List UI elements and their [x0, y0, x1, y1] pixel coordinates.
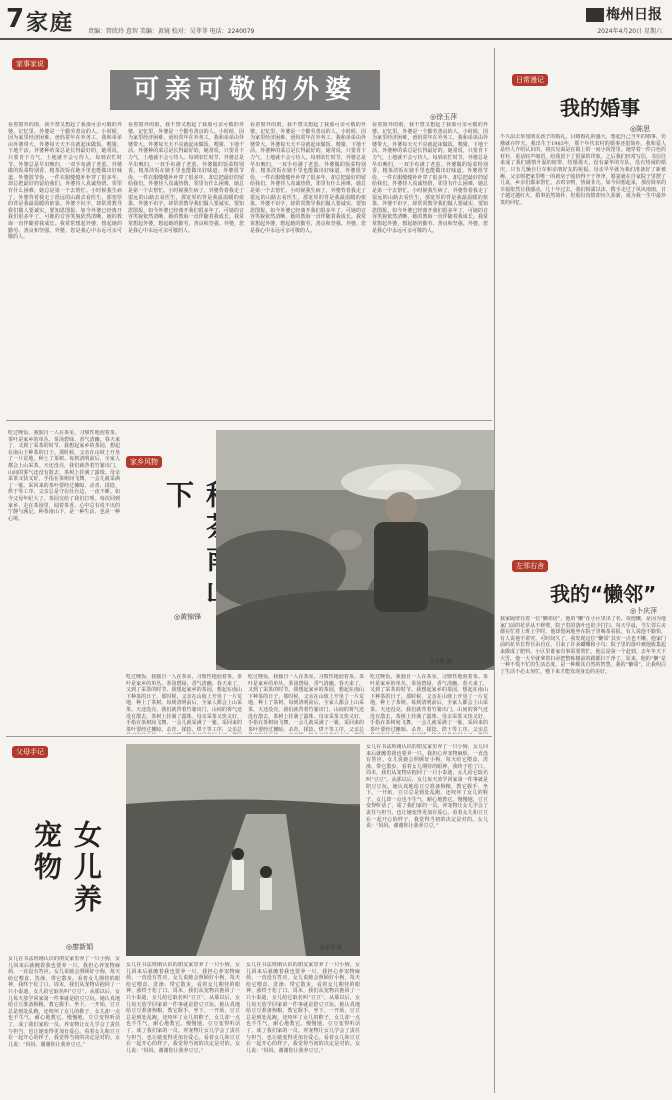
article-body-col-right: 女儿在书法班刚认识的朋友家里养了一只小狗，女儿回来后就缠着我也要养一只。我担心养宠物麻烦，一直没有答应。女儿说她会照顾好小狗，每天给它喂食、洗澡、带它散步。看着女儿期待的眼神，我终于松了口。周末，我们从宠物店抱回了一只小泰迪，女儿给它取名叫“豆豆”。从那以后，女儿每天放学回家第一件事就是陪豆豆玩。她认真地给豆豆准备狗粮，教它握手、坐下。一开始，豆豆总是到处乱跑，还咬坏了女儿的鞋子，女儿却一点也不生气，耐心地教它。慢慢地，豆豆变得听话了，成了我们家的一员。养宠物让女儿学会了责任与担当，也让她变得更加有爱心。看着女儿和豆豆在一起开心的样子，我觉得当初的决定是对的。女儿说：“妈妈，谢谢你让我养豆豆。” [366, 744, 488, 830]
column-tag: 家乡风物 [126, 456, 162, 468]
article-title: 我的婚事 [560, 96, 640, 120]
article-title: 下 [162, 480, 195, 512]
column-tag: 父母手记 [12, 746, 48, 758]
article-body-cont3: 吃过晚饭，我独自一人在茶室，习惯性地泡着茶。茶叶是家乡的单丛，茶汤碧绿，香气清幽。春天来了，又到了采茶的时节。我想起家乡的茶园，想起在南山下种茶的日子。那时候，父亲在山坡上开垦了一片荒地，种上了茶树。每到清明前后，全家人都会上山采茶。天还没亮，我们就背着竹篓出门，山间的雾气还没有散去，茶树上挂满了露珠。母亲采茶又快又好，手指在茶树间飞舞，一会儿就采满了一篓。采回来的茶叶要经过摊晾、杀青、揉捻、烘干等工序，父亲总 [370, 674, 488, 733]
girls-walking-photo [126, 744, 360, 956]
article-author: ◎廖新娟 [66, 943, 94, 951]
article-title: 可亲可敬的外婆 [110, 70, 380, 110]
article-body-col1: 女儿在书法班刚认识的朋友家里养了一只小狗，女儿回来后就缠着我也要养一只。我担心养宠物麻烦，一直没有答应。女儿说她会照顾好小狗，每天给它喂食、洗澡、带它散步。看着女儿期待的眼神，我终于松了口。周末，我们从宠物店抱回了一只小泰迪，女儿给它取名叫“豆豆”。从那以后，女儿每天放学回家第一件事就是陪豆豆玩。她认真地给豆豆准备狗粮，教它握手、坐下。一开始，豆豆总是到处乱跑，还咬坏了女儿的鞋子，女儿却一点也不生气，耐心地教它。慢慢地，豆豆变得听话了，成了我们家的一员。养宠物让女儿学会了责任与担当，也让她变得更加有爱心。看着女儿和豆豆在一起开心的样子，我觉得当初的决定是对的。女儿说：“妈妈，谢谢你让我养豆豆。” [8, 956, 120, 1048]
article-body-cont2: 吃过晚饭，我独自一人在茶室，习惯性地泡着茶。茶叶是家乡的单丛，茶汤碧绿，香气清幽。春天来了，又到了采茶的时节。我想起家乡的茶园，想起在南山下种茶的日子。那时候，父亲在山坡上开垦了一片荒地，种上了茶树。每到清明前后，全家人都会上山采茶。天还没亮，我们就背着竹篓出门，山间的雾气还没有散去，茶树上挂满了露珠。母亲采茶又快又好，手指在茶树间飞舞，一会儿就采满了一篓。采回来的茶叶要经过摊晾、杀青、揉捻、烘干等工序，父亲总 [248, 674, 364, 733]
photo-caption: 张晶琴 摄 [320, 945, 342, 951]
section-divider [6, 420, 492, 421]
column-tag: 日常漫记 [512, 74, 548, 86]
article-body: 吃过晚饭，我独自一人在茶室，习惯性地泡着茶。茶叶是家乡的单丛，茶汤碧绿，香气清幽。春天来了，又到了采茶的时节。我想起家乡的茶园，想起在南山下种茶的日子。那时候，父亲在山坡上开垦了一片荒地，种上了茶树。每到清明前后，全家人都会上山采茶。天还没亮，我们就背着竹篓出门，山间的雾气还没有散去，茶树上挂满了露珠。母亲采茶又快又好，手指在茶树间飞舞，一会儿就采满了一篓。采回来的茶叶要经过摊晾、杀青、揉捻、烘干等工序，父亲总是守在灶台边，一夜不睡。如今父母年纪大了，茶园交给了我们打理。每次回到家乡，走在茶园里，闻着茶香，心中总有说不出的宁静与满足。种茶南山下，是一种生活，也是一种心境。 [8, 430, 120, 522]
column-divider [494, 48, 495, 1093]
section-name: 家庭 [26, 11, 75, 36]
masthead [586, 4, 662, 24]
page-number: 7 [6, 4, 25, 34]
article-body-col2: 看着窗外的雨，我不禁又想起了我那可亲可敬的外婆。记忆里，外婆是一个勤劳善良的人。小时候，因为家里经济困难，爸妈常年在外务工，我和弟弟由外婆带大。外婆每天天不亮就起床做饭、喂猪、下地干活。外婆种的菜总是长得最好的，她常说，只要肯下力气，土地就不会亏待人。每到农忙时节，外婆总是早出晚归，一双手布满了老茧。外婆做的饭菜特别香，粗茶淡饭在她手里也能做出好味道。外婆很节俭，一件衣服缝缝补补穿了很多年，却总把最好的留给我们。外婆待人真诚热情，邻里有什么困难，她总是第一个去帮忙。小时候我生病了，外婆背着我走了很远的山路去看医生，那宽厚的背是我最温暖的依靠。外婆不识字，却常常教导我们做人要诚实、要知恩图报。如今外婆已经离开我们很多年了，可她的音容笑貌依然清晰，她的教诲一直伴随着我成长。我常常想起外婆，想起她的勤劳、善良和坚强。外婆，您是我心中永远可亲可敬的人。 [128, 122, 244, 234]
tea-picker-photo [216, 430, 494, 670]
article-author: ◎徐玉萍 [430, 113, 458, 121]
article-title: 女儿养宠物 [30, 820, 103, 916]
article-author: ◎卜庆萍 [630, 607, 658, 615]
section-divider [6, 736, 492, 737]
article-author: ◎黄锦锋 [174, 613, 202, 621]
dateline: 2024年4月20日 星期六 [597, 28, 662, 35]
article-body-col4: 看着窗外的雨，我不禁又想起了我那可亲可敬的外婆。记忆里，外婆是一个勤劳善良的人。小时候，因为家里经济困难，爸妈常年在外务工，我和弟弟由外婆带大。外婆每天天不亮就起床做饭、喂猪、下地干活。外婆种的菜总是长得最好的，她常说，只要肯下力气，土地就不会亏待人。每到农忙时节，外婆总是早出晚归，一双手布满了老茧。外婆做的饭菜特别香，粗茶淡饭在她手里也能做出好味道。外婆很节俭，一件衣服缝缝补补穿了很多年，却总把最好的留给我们。外婆待人真诚热情，邻里有什么困难，她总是第一个去帮忙。小时候我生病了，外婆背着我走了很远的山路去看医生，那宽厚的背是我最温暖的依靠。外婆不识字，却常常教导我们做人要诚实、要知恩图报。如今外婆已经离开我们很多年了，可她的音容笑貌依然清晰，她的教诲一直伴随着我成长。我常常想起外婆，想起她的勤劳、善良和坚强。外婆，您是我心中永远可亲可敬的人。 [372, 122, 488, 234]
article-body-cont1: 吃过晚饭，我独自一人在茶室，习惯性地泡着茶。茶叶是家乡的单丛，茶汤碧绿，香气清幽。春天来了，又到了采茶的时节。我想起家乡的茶园，想起在南山下种茶的日子。那时候，父亲在山坡上开垦了一片荒地，种上了茶树。每到清明前后，全家人都会上山采茶。天还没亮，我们就背着竹篓出门，山间的雾气还没有散去，茶树上挂满了露珠。母亲采茶又快又好，手指在茶树间飞舞，一会儿就采满了一篓。采回来的茶叶要经过摊晾、杀青、揉捻、烘干等工序，父亲总 [126, 674, 242, 733]
article-body-col3: 看着窗外的雨，我不禁又想起了我那可亲可敬的外婆。记忆里，外婆是一个勤劳善良的人。小时候，因为家里经济困难，爸妈常年在外务工，我和弟弟由外婆带大。外婆每天天不亮就起床做饭、喂猪、下地干活。外婆种的菜总是长得最好的，她常说，只要肯下力气，土地就不会亏待人。每到农忙时节，外婆总是早出晚归，一双手布满了老茧。外婆做的饭菜特别香，粗茶淡饭在她手里也能做出好味道。外婆很节俭，一件衣服缝缝补补穿了很多年，却总把最好的留给我们。外婆待人真诚热情，邻里有什么困难，她总是第一个去帮忙。小时候我生病了，外婆背着我走了很远的山路去看医生，那宽厚的背是我最温暖的依靠。外婆不识字，却常常教导我们做人要诚实、要知恩图报。如今外婆已经离开我们很多年了，可她的音容笑貌依然清晰，她的教诲一直伴随着我成长。我常常想起外婆，想起她的勤劳、善良和坚强。外婆，您是我心中永远可亲可敬的人。 [250, 122, 366, 234]
article-body: 不久前去参加朋友孩子的婚礼，目睹婚礼的盛大，想起自己当年的婚事，仿佛就在昨天。我出生于1983年，那个年代农村的婚事还很简朴。我和爱人是经人介绍认识的，初次见面是在镇上的一间小饭馆里。她穿着一件白色的衬衫，说话轻声细语，给我留下了很深的印象。之后我们经常写信，书信往来成了我们感情升温的纽带。结婚那天，没有豪华的车队，没有热闹的婚庆，只有几辆自行车和亲朋好友的祝福。母亲早早就为我们准备好了新被褥，父亲则把家里唯一的新房子收拾得干干净净。婚宴就在自家院子里摆了几桌，乡亲们都来帮忙，杀鸡宰鸭，热闹非凡。如今回想起来，那份简单的幸福依然让我感动。几十年过去，我们相濡以沫，携手走过了风风雨雨，日子越过越红火。婚事虽然简朴，但那份真情却历久弥新，成为我一生中最珍贵的回忆。 [500, 134, 666, 206]
article-title: 我的“懒邻” [550, 582, 657, 606]
column-tag: 家事家说 [12, 58, 48, 70]
article-body-col2: 女儿在书法班刚认识的朋友家里养了一只小狗，女儿回来后就缠着我也要养一只。我担心养宠物麻烦，一直没有答应。女儿说她会照顾好小狗，每天给它喂食、洗澡、带它散步。看着女儿期待的眼神，我终于松了口。周末，我们从宠物店抱回了一只小泰迪，女儿给它取名叫“豆豆”。从那以后，女儿每天放学回家第一件事就是陪豆豆玩。她认真地给豆豆准备狗粮，教它握手、坐下。一开始，豆豆总是到处乱跑，还咬坏了女儿的鞋子，女儿却一点也不生气，耐心地教它。慢慢地，豆豆变得听话了，成了我们家的一员。养宠物让女儿学会了责任与担当，也让她变得更加有爱心。看着女儿和豆豆在一起开心的样子，我觉得当初的决定是对的。女儿说：“妈妈，谢谢你让我养豆豆。” [126, 962, 240, 1054]
article-author: ◎陈思 [630, 125, 651, 133]
photo-caption: 张志明 摄 [430, 659, 452, 665]
article-body-col1: 看着窗外的雨，我不禁又想起了我那可亲可敬的外婆。记忆里，外婆是一个勤劳善良的人。小时候，因为家里经济困难，爸妈常年在外务工，我和弟弟由外婆带大。外婆每天天不亮就起床做饭、喂猪、下地干活。外婆种的菜总是长得最好的，她常说，只要肯下力气，土地就不会亏待人。每到农忙时节，外婆总是早出晚归，一双手布满了老茧。外婆做的饭菜特别香，粗茶淡饭在她手里也能做出好味道。外婆很节俭，一件衣服缝缝补补穿了很多年，却总把最好的留给我们。外婆待人真诚热情，邻里有什么困难，她总是第一个去帮忙。小时候我生病了，外婆背着我走了很远的山路去看医生，那宽厚的背是我最温暖的依靠。外婆不识字，却常常教导我们做人要诚实、要知恩图报。如今外婆已经离开我们很多年了，可她的音容笑貌依然清晰，她的教诲一直伴随着我成长。我常常想起外婆，想起她的勤劳、善良和坚强。外婆，您是我心中永远可亲可敬的人。 [8, 122, 122, 241]
article-body: 我家隔壁住着一位“懒邻居”，他的“懒”在小区里出了名。说他懒，是因为他家门前的花草从不修剪，院子里的落叶也很少打扫。每天早晨，当左邻右舍都在忙着上班上学时，他却悠闲地坐在院子里喝茶看报。有人说他不勤快，有人说他不讲究。可时间久了，我发现这位“懒邻”其实一点也不懒。他家门前的花草长得自由自在，引来了许多蝴蝶和小鸟；院子里的落叶被他收集起来做成了肥料。小区里谁家有事需要帮忙，他总是第一个赶到。去年冬天下大雪，他一大早就拿着扫帚把整栋楼前的路都扫干净了。原来，他的“懒”是一种不慌不忙的生活态度，是一种顺其自然的智慧。我的“懒邻”，让我明白了生活不必太匆忙，慢下来才能发现身边的美好。 [500, 616, 666, 675]
newspaper-logo-icon [586, 8, 604, 22]
article-body-col3: 女儿在书法班刚认识的朋友家里养了一只小狗，女儿回来后就缠着我也要养一只。我担心养宠物麻烦，一直没有答应。女儿说她会照顾好小狗，每天给它喂食、洗澡、带它散步。看着女儿期待的眼神，我终于松了口。周末，我们从宠物店抱回了一只小泰迪，女儿给它取名叫“豆豆”。从那以后，女儿每天放学回家第一件事就是陪豆豆玩。她认真地给豆豆准备狗粮，教它握手、坐下。一开始，豆豆总是到处乱跑，还咬坏了女儿的鞋子，女儿却一点也不生气，耐心地教它。慢慢地，豆豆变得听话了，成了我们家的一员。养宠物让女儿学会了责任与担当，也让她变得更加有爱心。看着女儿和豆豆在一起开心的样子，我觉得当初的决定是对的。女儿说：“妈妈，谢谢你让我养豆豆。” [246, 962, 360, 1054]
editor-credits: 责编：管欣玲 意智 美编：黄镜 校对：吴菲菲 电话：2240079 [88, 28, 255, 35]
column-tag: 左邻右舍 [512, 560, 548, 572]
masthead-title: 梅州日报 [606, 7, 662, 23]
